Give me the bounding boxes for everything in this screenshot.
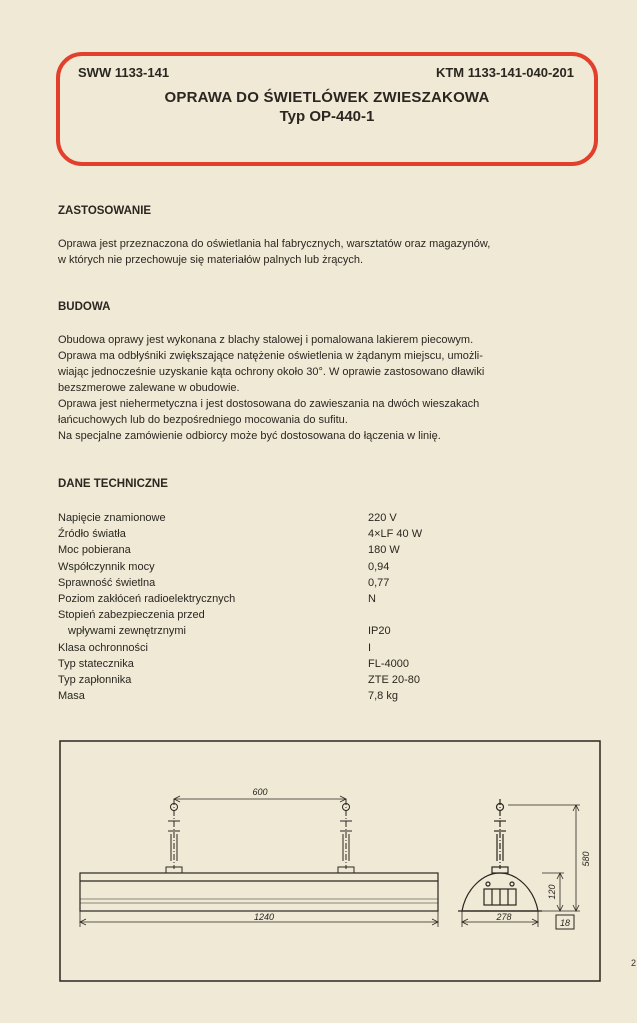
text-line: w których nie przechowuje się materiałów palnych lub żrących.: [58, 254, 364, 266]
spec-row: [58, 609, 598, 625]
spec-row: [58, 528, 598, 544]
section-title-budowa: BUDOWA: [58, 301, 111, 313]
paragraph-zastosowanie: [58, 236, 600, 268]
spec-value: 0,94: [368, 560, 390, 573]
document-title: OPRAWA DO ŚWIETLÓWEK ZWIESZAKOWA: [164, 89, 490, 106]
spec-label: Moc pobierana: [58, 544, 131, 557]
spec-row: [58, 625, 598, 641]
text-line: bezszmerowe zalewane w obudowie.: [58, 382, 240, 394]
spec-value: 0,77: [368, 576, 390, 589]
spec-label: wpływami zewnętrznymi: [68, 625, 186, 638]
dim-hanger-spacing: 600: [252, 787, 268, 797]
sheet-number: 18: [559, 918, 571, 928]
technical-drawing: [58, 739, 602, 983]
spec-label: Klasa ochronności: [58, 641, 148, 654]
luminaire-body-front: [80, 873, 438, 911]
spec-row: [58, 577, 598, 593]
page-edge-mark: 2: [631, 958, 637, 968]
dim-length: 1240: [253, 912, 275, 922]
spec-table: [58, 512, 598, 706]
height-dimensions: [508, 805, 580, 911]
document-subtitle: Typ OP-440-1: [279, 108, 375, 125]
dim-height-body: 120: [547, 884, 557, 900]
spec-value: I: [368, 641, 372, 654]
text-line: Obudowa oprawy jest wykonana z blachy stalowej i pomalowana lakierem piecowym.: [58, 334, 474, 346]
spec-label: Sprawność świetlna: [58, 576, 156, 589]
spec-label: Źródło światła: [58, 528, 126, 541]
drawing-frame: [60, 741, 600, 981]
right-hanger: [338, 799, 354, 873]
paragraph-budowa: [58, 332, 600, 444]
spec-label: Typ statecznika: [58, 657, 134, 670]
dim-height-total: 580: [581, 851, 591, 867]
standard-code: SWW 1133-141: [78, 65, 170, 80]
spec-label: Napięcie znamionowe: [58, 512, 166, 524]
spec-value: 180 W: [368, 544, 400, 557]
dim-width: 278: [496, 912, 512, 922]
spec-label: Stopień zabezpieczenia przed: [58, 609, 205, 622]
luminaire-side-view: [458, 799, 542, 911]
text-line: Na specjalne zamówienie odbiorcy może być dostosowana do łączenia w linię.: [58, 430, 441, 442]
spec-label: Współczynnik mocy: [58, 560, 155, 573]
spec-row: [58, 561, 598, 577]
spec-row: [58, 658, 598, 674]
spec-row: [58, 512, 598, 528]
spec-value: 220 V: [368, 512, 397, 524]
spec-row: [58, 690, 598, 706]
spec-value: IP20: [368, 625, 391, 638]
catalog-code: KTM 1133-141-040-201: [435, 65, 574, 80]
left-hanger: [166, 799, 182, 873]
section-title-dane-techniczne: DANE TECHNICZNE: [58, 478, 168, 490]
spec-label: Masa: [58, 690, 85, 703]
header-box: [56, 52, 598, 166]
spec-value: 4×LF 40 W: [368, 528, 423, 541]
text-line: Oprawa jest przeznaczona do oświetlania hal fabrycznych, warsztatów oraz magazynów,: [58, 238, 491, 250]
spec-row: [58, 642, 598, 658]
spec-row: [58, 544, 598, 560]
spec-value: FL-4000: [368, 657, 409, 670]
spec-value: N: [368, 592, 376, 605]
spec-value: ZTE 20-80: [368, 673, 420, 686]
spec-row: [58, 593, 598, 609]
text-line: Oprawa jest niehermetyczna i jest dostosowana do zawieszania na dwóch wieszakach: [58, 398, 480, 410]
text-line: wiając jednocześnie uzyskanie kąta ochrony około 30°. W oprawie zastosowano dławiki: [58, 366, 485, 378]
text-line: łańcuchowych lub do bezpośredniego mocowania do sufitu.: [58, 414, 348, 426]
spec-value: 7,8 kg: [368, 690, 398, 703]
spec-row: [58, 674, 598, 690]
section-title-zastosowanie: ZASTOSOWANIE: [58, 205, 152, 217]
spec-label: Typ zapłonnika: [58, 673, 132, 686]
spec-label: Poziom zakłóceń radioelektrycznych: [58, 592, 236, 605]
text-line: Oprawa ma odbłyśniki zwiększające natężenie oświetlenia w żądanym miejscu, umożli-: [58, 350, 483, 362]
